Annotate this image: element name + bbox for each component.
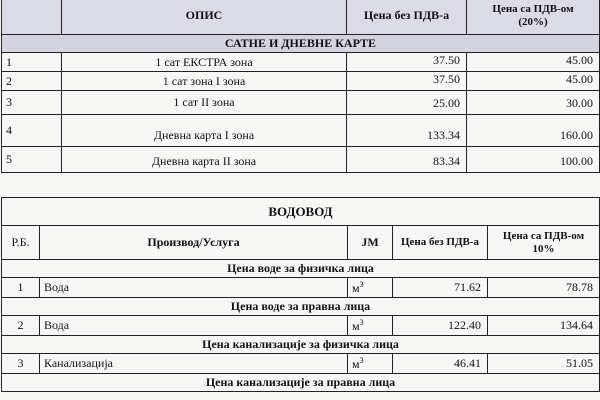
row-description: Дневна карта II зона (62, 147, 347, 173)
water-table-title-row (2, 198, 600, 226)
table-row (2, 53, 600, 72)
water-supply-price-table (1, 197, 600, 392)
header-price-with-vat-line2: (20%) (518, 15, 548, 28)
header-price-with-vat-line1: Цена са ПДВ-ом (492, 2, 574, 15)
row-price-with-vat: 134.64 (488, 316, 600, 336)
header-price-with-vat-line1: Цена са ПДВ-ом (502, 229, 585, 242)
section-title: Цена канализације за правна лица (2, 374, 600, 392)
header-description: ОПИС (62, 0, 347, 35)
row-price-with-vat: 45.00 (467, 72, 600, 91)
unit-superscript: 3 (359, 356, 364, 365)
water-table-title: ВОДОВОД (2, 198, 600, 226)
table-row (2, 354, 600, 374)
unit-text: м (352, 281, 360, 295)
header-number-cell (2, 0, 62, 35)
row-number: 4 (2, 115, 62, 147)
row-number: 1 (2, 278, 40, 298)
header-price-no-vat: Цена без ПДВ-а (347, 0, 467, 35)
row-price-no-vat: 37.50 (347, 72, 467, 91)
water-table-header (2, 226, 600, 260)
header-price-with-vat (488, 226, 600, 260)
unit-text: м (352, 357, 360, 371)
row-price-with-vat: 78.78 (488, 278, 600, 298)
row-price-with-vat: 51.05 (488, 354, 600, 374)
table-row (2, 278, 600, 298)
row-unit (348, 316, 393, 336)
section-row (2, 374, 600, 392)
unit-superscript: 3 (359, 280, 364, 289)
parking-table-header (2, 0, 600, 35)
table-row (2, 91, 600, 115)
row-price-with-vat: 30.00 (467, 91, 600, 115)
header-price-no-vat: Цена без ПДВ-а (393, 226, 488, 260)
row-price-no-vat: 25.00 (347, 91, 467, 115)
row-number: 1 (2, 53, 62, 72)
row-price-no-vat: 37.50 (347, 53, 467, 72)
table-row (2, 115, 600, 147)
section-row (2, 336, 600, 354)
row-number: 5 (2, 147, 62, 173)
row-price-no-vat: 122.40 (393, 316, 488, 336)
section-row (2, 35, 600, 53)
row-description: 1 сат зона I зона (62, 72, 347, 91)
section-row (2, 260, 600, 278)
row-item: Вода (40, 316, 348, 336)
header-unit: ЈМ (348, 226, 393, 260)
row-price-no-vat: 46.41 (393, 354, 488, 374)
parking-price-table (1, 0, 600, 173)
table-row (2, 72, 600, 91)
row-price-with-vat: 45.00 (467, 53, 600, 72)
row-description: 1 сат II зона (62, 91, 347, 115)
row-unit (348, 354, 393, 374)
header-price-with-vat-line2: 10% (532, 242, 555, 255)
row-number: 2 (2, 72, 62, 91)
row-number: 3 (2, 91, 62, 115)
row-description: 1 сат ЕКСТРА зона (62, 53, 347, 72)
row-price-no-vat: 71.62 (393, 278, 488, 298)
unit-text: м (352, 319, 360, 333)
header-price-with-vat (467, 0, 600, 35)
row-price-with-vat: 100.00 (467, 147, 600, 173)
row-number: 3 (2, 354, 40, 374)
row-unit (348, 278, 393, 298)
row-price-no-vat: 83.34 (347, 147, 467, 173)
header-row-number: Р.Б. (2, 226, 40, 260)
row-description: Дневна карта I зона (62, 115, 347, 147)
row-item: Вода (40, 278, 348, 298)
header-product-service: Производ/Услуга (40, 226, 348, 260)
row-price-with-vat: 160.00 (467, 115, 600, 147)
row-item: Канализација (40, 354, 348, 374)
section-title: Цена канализације за физичка лица (2, 336, 600, 354)
table-row (2, 316, 600, 336)
section-title: САТНЕ И ДНЕВНЕ КАРТЕ (2, 35, 600, 53)
table-row (2, 147, 600, 173)
section-title: Цена воде за физичка лица (2, 260, 600, 278)
row-number: 2 (2, 316, 40, 336)
section-title: Цена воде за правна лица (2, 298, 600, 316)
unit-superscript: 3 (359, 318, 364, 327)
row-price-no-vat: 133.34 (347, 115, 467, 147)
section-row (2, 298, 600, 316)
